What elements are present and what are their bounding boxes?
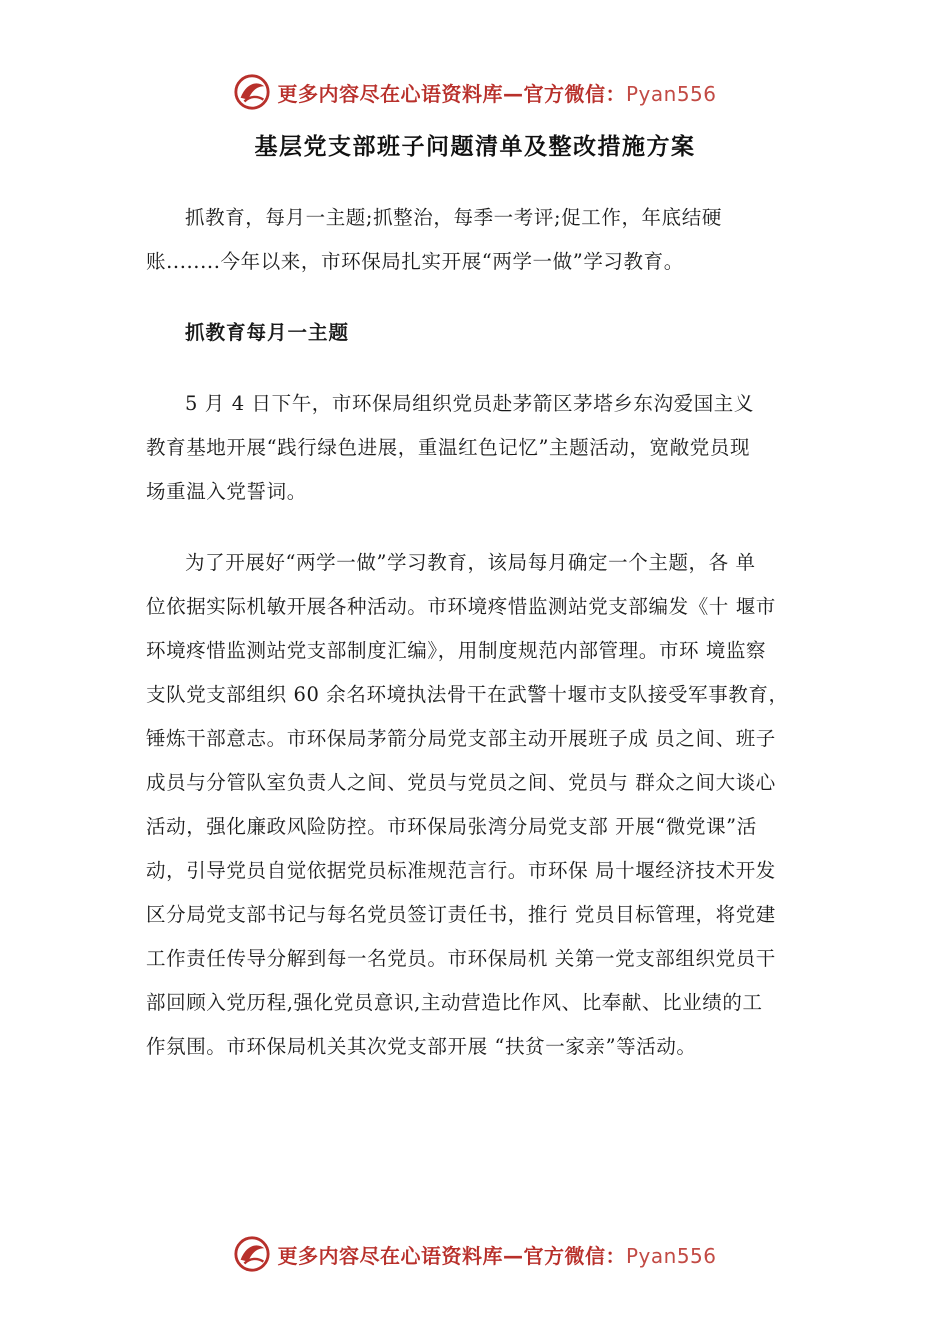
wechat-id: Pyan556 bbox=[625, 1243, 717, 1268]
text-line: 位依据实际机敏开展各种活动。市环境疼惜监测站党支部编发《十 堰市 bbox=[146, 595, 776, 618]
intro-paragraph bbox=[146, 196, 818, 284]
text-line: 活动，强化廉政风险防控。市环保局张湾分局党支部 开展“微党课”活 bbox=[146, 815, 757, 838]
text-line: 账........今年以来，市环保局扎实开展“两学一做”学习教育。 bbox=[146, 250, 684, 273]
text-line: 作氛围。市环保局机关其次党支部开展 “扶贫一家亲”等活动。 bbox=[146, 1035, 697, 1058]
text-line: 抓教育，每月一主题;抓整治，每季一考评;促工作，年底结硬 bbox=[185, 206, 722, 229]
text-line: 工作责任传导分解到每一名党员。市环保局机 关第一党支部组织党员干 bbox=[146, 947, 776, 970]
text-line: 区分局党支部书记与每名党员签订责任书，推行 党员目标管理，将党建 bbox=[146, 903, 776, 926]
text-line: 环境疼惜监测站党支部制度汇编》，用制度规范内部管理。市环 境监察 bbox=[146, 639, 767, 662]
document-title: 基层党支部班子问题清单及整改措施方案 bbox=[254, 133, 696, 160]
wechat-id: Pyan556 bbox=[625, 81, 717, 106]
brand-logo-icon bbox=[233, 73, 271, 111]
text-line: 为了开展好“两学一做”学习教育，该局每月确定一个主题，各 单 bbox=[185, 551, 756, 574]
brand-logo-icon bbox=[233, 1235, 271, 1273]
paragraph-2 bbox=[146, 541, 818, 1069]
paragraph-1 bbox=[146, 382, 818, 514]
section-heading: 抓教育每月一主题 bbox=[185, 321, 350, 344]
banner-text: 更多内容尽在心语资料库—官方微信：Pyan556 bbox=[277, 81, 717, 106]
text-line: 教育基地开展“践行绿色进展，重温红色记忆”主题活动，宽敞党员现 bbox=[146, 436, 751, 459]
text-line: 支队党支部组织 60 余名环境执法骨干在武警十堰市支队接受军事教育， bbox=[146, 683, 789, 706]
text-line: 部回顾入党历程,强化党员意识,主动营造比作风、比奉献、比业绩的工 bbox=[146, 991, 763, 1014]
text-line: 动，引导党员自觉依据党员标准规范言行。市环保 局十堰经济技术开发 bbox=[146, 859, 776, 882]
footer-watermark-banner bbox=[0, 1232, 950, 1276]
text-line: 锤炼干部意志。市环保局茅箭分局党支部主动开展班子成 员之间、班子 bbox=[146, 727, 776, 750]
text-line: 场重温入党誓词。 bbox=[146, 480, 307, 503]
text-line: 5 月 4 日下午，市环保局组织党员赴茅箭区茅塔乡东沟爱国主义 bbox=[185, 392, 755, 415]
banner-text: 更多内容尽在心语资料库—官方微信：Pyan556 bbox=[277, 1243, 717, 1268]
document-body bbox=[146, 196, 818, 1069]
header-watermark-banner bbox=[0, 70, 950, 114]
text-line: 成员与分管队室负责人之间、党员与党员之间、党员与 群众之间大谈心 bbox=[146, 771, 776, 794]
